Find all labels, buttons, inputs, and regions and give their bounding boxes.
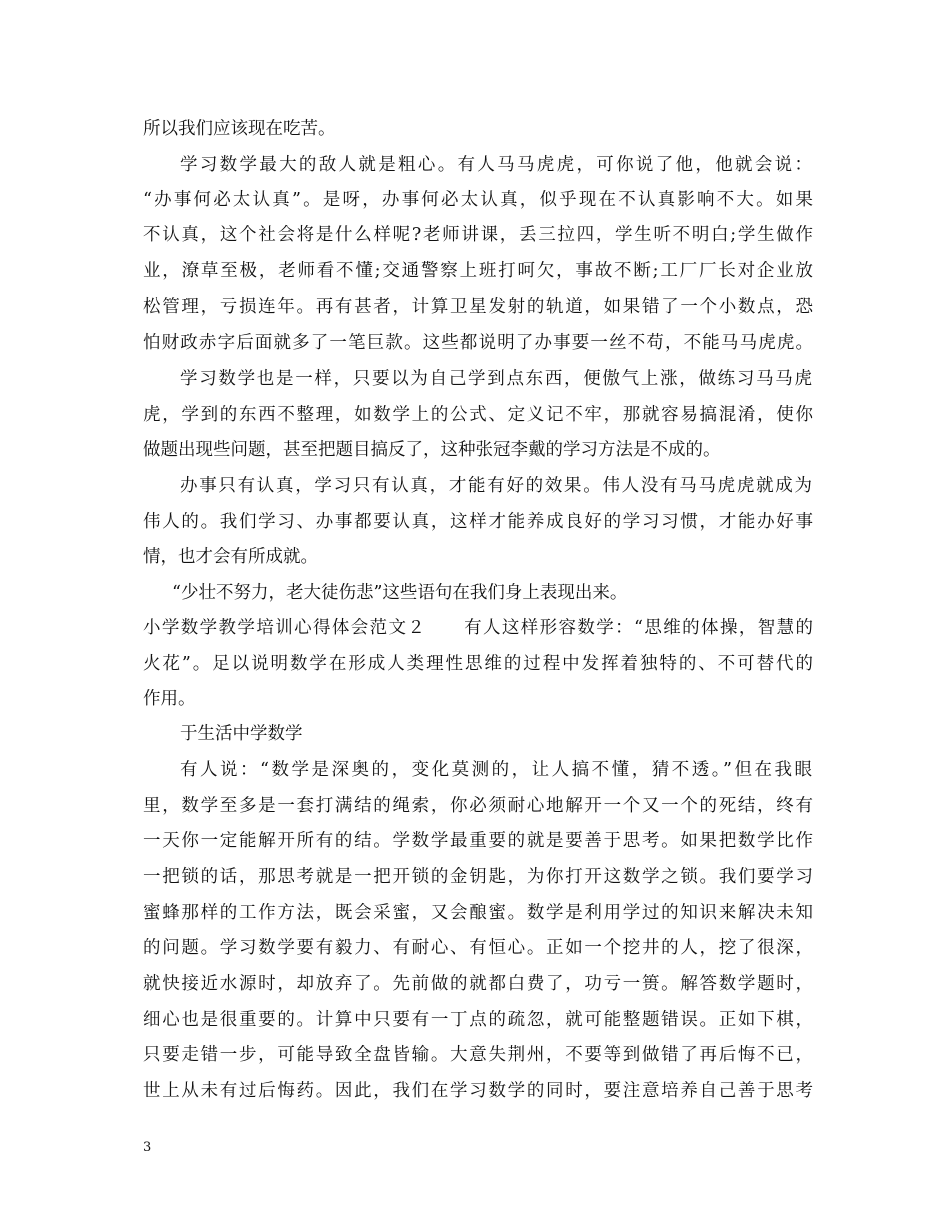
text-line: 怕财政赤字后面就多了一笔巨款。这些都说明了办事要一丝不苟，不能马马虎虎。 — [143, 333, 813, 353]
text-line: 办事只有认真，学习只有认真，才能有好的效果。伟人没有马马虎虎就成为 — [180, 476, 812, 496]
text-line: 不认真，这个社会将是什么样呢?老师讲课，丢三拉四，学生听不明白;学生做作 — [143, 225, 813, 245]
text-line: 于生活中学数学 — [180, 724, 303, 744]
text-line: 所以我们应该现在吃苦。 — [143, 119, 336, 139]
text-line: 的问题。学习数学要有毅力、有耐心、有恒心。正如一个挖井的人，挖了很深， — [143, 938, 813, 958]
text-line: 小学数学教学培训心得体会范文２ 有人这样形容数学：“思维的体操，智慧的 — [143, 618, 813, 638]
text-line: 情，也才会有所成就。 — [143, 547, 318, 567]
text-line: 伟人的。我们学习、办事都要认真，这样才能养成良好的学习习惯，才能办好事 — [143, 512, 813, 532]
text-line: 细心也是很重要的。计算中只要有一丁点的疏忽，就可能整题错误。正如下棋， — [143, 1010, 813, 1030]
text-line: 学习数学最大的敌人就是粗心。有人马马虎虎，可你说了他，他就会说： — [180, 155, 812, 175]
text-line: 松管理，亏损连年。再有甚者，计算卫星发射的轨道，如果错了一个小数点，恐 — [143, 297, 813, 317]
text-line: 只要走错一步，可能导致全盘皆输。大意失荆州，不要等到做错了再后悔不已， — [143, 1045, 813, 1065]
text-line: “办事何必太认真”。是呀，办事何必太认真，似乎现在不认真影响不大。如果 — [143, 190, 813, 210]
text-line: 蜜蜂那样的工作方法，既会采蜜，又会酿蜜。数学是利用学过的知识来解决未知 — [143, 903, 813, 923]
text-line: 作用。 — [143, 689, 196, 709]
text-line: 虎，学到的东西不整理，如数学上的公式、定义记不牢，那就容易搞混淆，使你 — [143, 405, 813, 425]
text-line: 一把锁的话，那思考就是一把开锁的金钥匙，为你打开这数学之锁。我们要学习 — [143, 867, 813, 887]
page-number: 3 — [143, 1140, 152, 1155]
text-line: 做题出现些问题，甚至把题目搞反了，这种张冠李戴的学习方法是不成的。 — [143, 440, 721, 460]
text-line: 业，潦草至极，老师看不懂;交通警察上班打呵欠，事故不断;工厂厂长对企业放 — [143, 261, 813, 281]
text-line: 世上从未有过后悔药。因此，我们在学习数学的同时，要注意培养自己善于思考 — [143, 1081, 813, 1101]
text-line: 就快接近水源时，却放弃了。先前做的就都白费了，功亏一篑。解答数学题时， — [143, 974, 813, 994]
text-line: 里，数学至多是一套打满结的绳索，你必须耐心地解开一个又一个的死结，终有 — [143, 796, 813, 816]
text-line: 火花”。足以说明数学在形成人类理性思维的过程中发挥着独特的、不可替代的 — [143, 654, 813, 674]
text-line: 有人说：“数学是深奥的，变化莫测的，让人搞不懂，猜不透。”但在我眼 — [180, 760, 812, 780]
text-line: “少壮不努力，老大徒伤悲”这些语句在我们身上表现出来。 — [172, 583, 628, 603]
text-line: 学习数学也是一样，只要以为自己学到点东西，便傲气上涨，做练习马马虎 — [180, 369, 812, 389]
text-line: 一天你一定能解开所有的结。学数学最重要的就是要善于思考。如果把数学比作 — [143, 831, 813, 851]
